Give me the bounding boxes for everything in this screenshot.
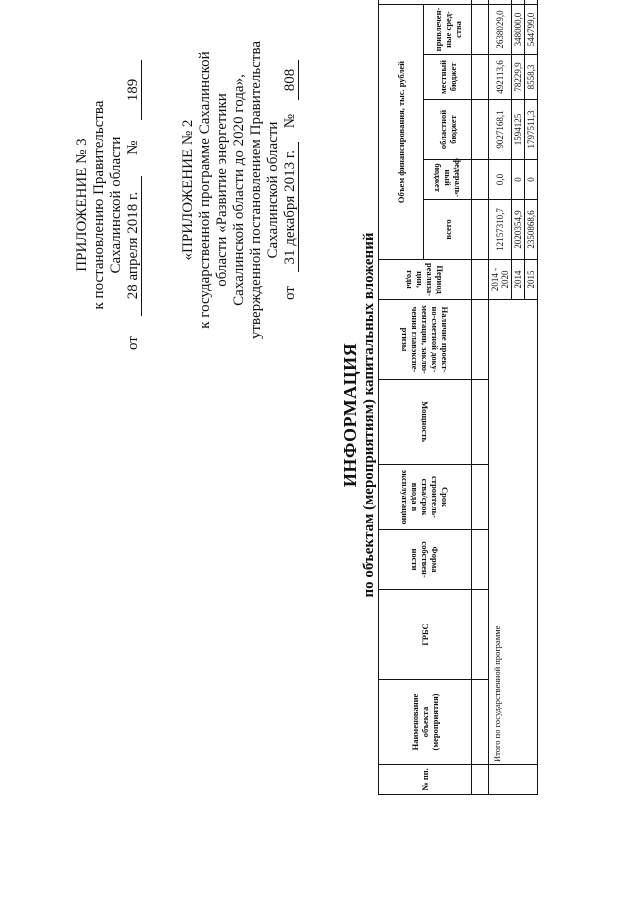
appendix-3-number-label: № [125,140,141,155]
row-0-period: 2014 - 2020 [489,260,512,300]
appendix-2-date: 31 декабря 2013 г. [283,142,299,272]
total-num-cell [489,765,538,795]
document-subtitle: по объектам (мероприятиям) капитальных вложений [361,232,377,598]
header-docs: Наличие проект-но-сметной доку-ментации, заклю-чения главэкспе-ртизы [379,300,472,380]
row-0-attracted: 2638029,0 [489,5,512,55]
appendix-3-title: ПРИЛОЖЕНИЕ № 3 [74,138,90,272]
row-2-federal: 0 [525,160,538,200]
header-local: местный бюджет [424,55,472,100]
row-0-result [489,0,512,5]
row-1-attracted: 348000,0 [512,5,525,55]
row-0-federal: 0,0 [489,160,512,200]
appendix-3-line-1: к постановлению Правительства [91,100,107,310]
appendix-2-reference [282,60,299,300]
row-2-local: 8558,3 [525,55,538,100]
appendix-3-date: 28 апреля 2018 г. [126,176,142,316]
header-federal: федераль-ный бюджет [424,160,472,200]
appendix-3-number: 189 [126,60,142,120]
appendix-2-block [180,30,299,350]
header-name: Наименование объекта (мероприятия) [379,680,472,765]
appendix-2-line-5: Сахалинской области [265,121,281,259]
header-deadline: Срок строитель-ства/срок ввода в эксплуатацию [379,465,472,530]
appendix-2-number-label: № [282,113,298,129]
row-2-attracted: 544799,0 [525,5,538,55]
row-0-regional: 9027168,1 [489,100,512,160]
document-title-block [340,35,378,795]
row-1-total: 2020354,9 [512,200,525,260]
header-num: № пп. [379,765,472,795]
header-total: всего [424,200,472,260]
row-2-period: 2015 [525,260,538,300]
appendix-2-line-1: к государственной программе Сахалинской [197,51,213,329]
document-title: ИНФОРМАЦИЯ [340,342,360,488]
row-0-local: 492113,6 [489,55,512,100]
appendix-2-number: 808 [283,60,299,100]
appendix-3-block [74,60,142,350]
header-attracted: привлечен-ные сред-ства [424,5,472,55]
appendix-2-from-label: от [282,286,298,300]
table-header-row [379,0,424,795]
appendix-2-title: «ПРИЛОЖЕНИЕ № 2 [180,119,196,261]
header-funding-group: Объем финансирования, тыс. рублей [379,5,424,260]
row-0-total: 12157310,7 [489,200,512,260]
row-2-result [525,0,538,5]
header-capacity: Мощность [379,380,472,465]
row-1-result [512,0,525,5]
row-1-local: 78229,9 [512,55,525,100]
capital-investment-table [378,0,538,795]
row-1-period: 2014 [512,260,525,300]
appendix-3-from-label: от [125,336,141,350]
appendix-3-line-2: Сахалинской области [108,136,124,274]
row-2-total: 2350868,6 [525,200,538,260]
appendix-2-line-2: области «Развитие энергетики [214,93,230,287]
row-1-regional: 1594125 [512,100,525,160]
appendix-3-reference [125,60,142,350]
appendix-2-line-4: утвержденной постановлением Правительства [248,40,264,340]
header-grbs: ГРБС [379,590,472,680]
appendix-2-line-3: Сахалинской области до 2020 года», [231,74,247,306]
header-regional: областной бюджет [424,100,472,160]
header-ownership: Форма собствен-ности [379,530,472,590]
total-label-cell: Итого по государственной программе [489,300,538,765]
table-row [489,0,512,795]
table-row [472,0,489,795]
row-1-federal: 0 [512,160,525,200]
row-2-regional: 1797511,3 [525,100,538,160]
header-period: Период реализа-ции, годы [379,260,472,300]
